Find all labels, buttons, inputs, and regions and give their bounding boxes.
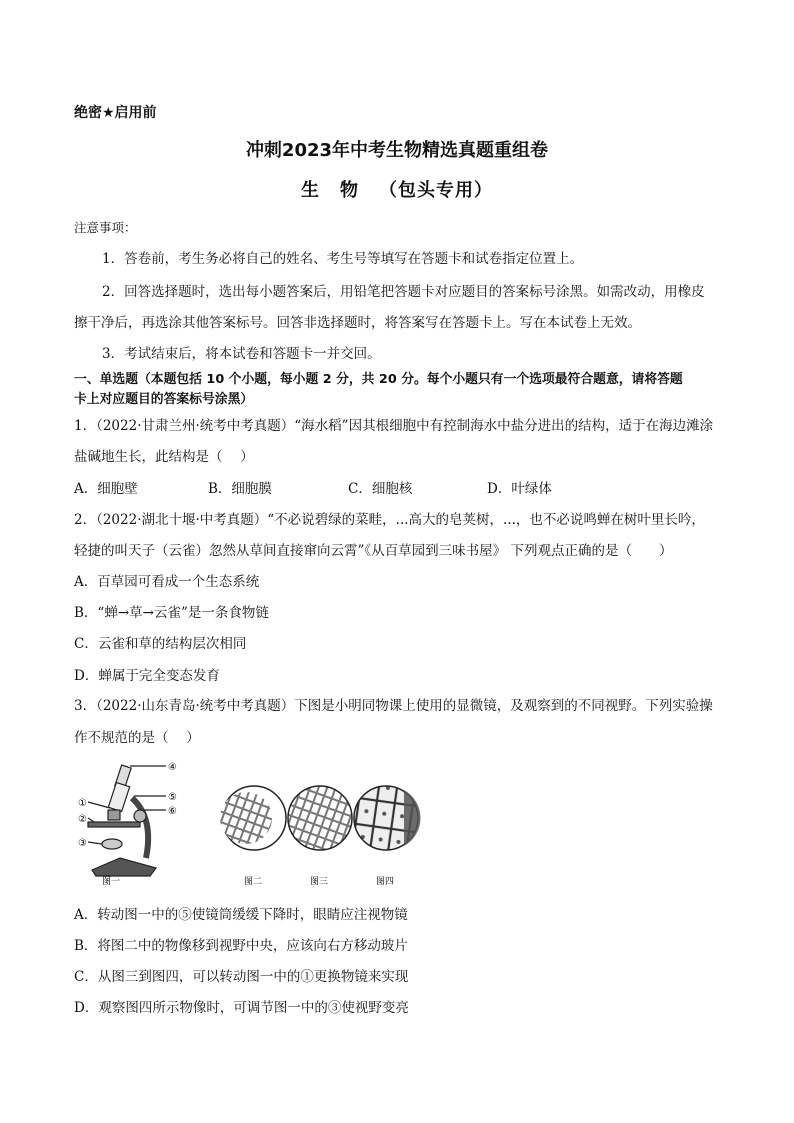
note-1: 1．答卷前，考生务必将自己的姓名、考生号等填写在答题卡和试卷指定位置上。: [102, 251, 584, 267]
note-2-line-1: 2．回答选择题时，选出每小题答案后，用铅笔把答题卡对应题目的答案标号涂黑。如需改动，用橡皮: [102, 284, 705, 300]
part-label-4: ④: [168, 762, 177, 773]
q1-stem-line-2: 盐碱地生长，此结构是（ ）: [74, 449, 254, 465]
q2-stem-line-2: 轻捷的叫天子（云雀）忽然从草间直接窜向云霄”《从百草园到三味书屋》 下列观点正确的是（ ）: [74, 543, 673, 559]
view-4: [354, 786, 421, 850]
q2-option-c[interactable]: C．云雀和草的结构层次相同: [74, 636, 247, 652]
q3-option-a[interactable]: A．转动图一中的⑤使镜筒缓缓下降时，眼睛应注视物镜: [74, 907, 408, 923]
microscope-illustration: [88, 765, 166, 876]
q3-stem-line-2: 作不规范的是（ ）: [74, 730, 200, 746]
exam-title: 冲刺2023年中考生物精选真题重组卷: [245, 140, 549, 161]
subtitle-char-2: 物: [340, 180, 359, 201]
fig-label-1: 图一: [102, 877, 121, 887]
q2-option-a[interactable]: A．百草园可看成一个生态系统: [74, 574, 260, 590]
section-heading-line-1: 一、单选题（本题包括 10 个小题，每小题 2 分，共 20 分。每个小题只有一个选项最符合题意，请将答题: [74, 372, 683, 387]
q2-option-d[interactable]: D．蝉属于完全变态发育: [74, 668, 220, 684]
q1-option-b[interactable]: B．细胞膜: [208, 481, 272, 497]
q1-option-a[interactable]: A．细胞壁: [74, 481, 138, 497]
part-label-6: ⑥: [168, 806, 177, 817]
secret-label: 绝密★启用前: [74, 105, 157, 121]
part-label-2: ②: [78, 814, 87, 825]
q3-stem-line-1: 3．（2022·山东青岛·统考中考真题）下图是小明同物课上使用的显微镜，及观察到的不同视野。下列实验操: [74, 698, 713, 714]
view-2: [220, 786, 286, 850]
fig-label-3: 图三: [310, 877, 329, 887]
part-label-3: ③: [78, 838, 87, 849]
section-heading-line-2: 卡上对应题目的答案标号涂黑）: [74, 392, 254, 407]
exam-subtitle: [0, 176, 794, 202]
q1-option-d[interactable]: D．叶绿体: [487, 481, 552, 497]
note-3: 3．考试结束后，将本试卷和答题卡一并交回。: [102, 346, 381, 362]
q3-figure: [74, 758, 434, 888]
part-label-5: ⑤: [168, 792, 177, 803]
q2-stem-line-1: 2．（2022·湖北十堰·中考真题）“不必说碧绿的菜畦，...高大的皂荚树，...，也不必说鸣蝉在树叶里长吟，: [74, 512, 705, 528]
q3-option-b[interactable]: B．将图二中的物像移到视野中央，应该向右方移动玻片: [74, 938, 408, 954]
fig-label-4: 图四: [376, 877, 395, 887]
notes-heading: 注意事项：: [74, 220, 137, 235]
fig-label-2: 图二: [244, 877, 263, 887]
subtitle-char-1: 生: [301, 180, 320, 201]
q1-stem-line-1: 1．（2022·甘肃兰州·统考中考真题）“海水稻”因其根细胞中有控制海水中盐分进出的结构，适于在海边滩涂: [74, 418, 714, 434]
part-label-1: ①: [78, 798, 87, 809]
view-3: [288, 786, 352, 850]
subtitle-scope: （包头专用）: [379, 180, 493, 201]
q2-option-b[interactable]: B．“蝉→草→云雀”是一条食物链: [74, 605, 269, 621]
note-2-line-2: 擦干净后，再选涂其他答案标号。回答非选择题时，将答案写在答题卡上。写在本试卷上无效。: [74, 315, 641, 331]
q3-option-d[interactable]: D．观察图四所示物像时，可调节图一中的③使视野变亮: [74, 1000, 409, 1016]
q1-option-c[interactable]: C．细胞核: [348, 481, 413, 497]
q3-option-c[interactable]: C．从图三到图四，可以转动图一中的①更换物镜来实现: [74, 969, 409, 985]
